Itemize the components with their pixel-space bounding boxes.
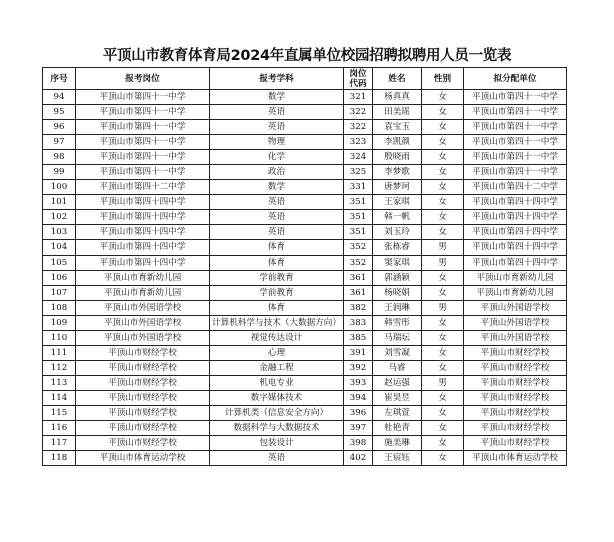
cell-gender: 女: [422, 120, 464, 135]
cell-name: 殷晓雨: [373, 150, 422, 165]
cell-seq: 108: [43, 300, 76, 315]
cell-name: 李凯颜: [373, 135, 422, 150]
table-row: [43, 195, 567, 210]
cell-code: 361: [344, 285, 373, 300]
cell-unit: 平顶山市体育运动学校: [464, 451, 567, 466]
cell-position: 平顶山市第四十四中学: [76, 255, 210, 270]
cell-seq: 118: [43, 451, 76, 466]
cell-subject: 计算机科学与技术（大数据方向）: [210, 315, 344, 330]
header-code-line2: 代码: [349, 78, 367, 89]
cell-seq: 109: [43, 315, 76, 330]
cell-name: 韩雪彤: [373, 315, 422, 330]
cell-name: 马睿: [373, 360, 422, 375]
cell-code: 385: [344, 330, 373, 345]
cell-position: 平顶山市外国语学校: [76, 315, 210, 330]
cell-position: 平顶山市体育运动学校: [76, 451, 210, 466]
cell-position: 平顶山市第四十四中学: [76, 240, 210, 255]
document-title: 平顶山市教育体育局2024年直属单位校园招聘拟聘用人员一览表: [102, 48, 512, 64]
cell-name: 王家琪: [373, 195, 422, 210]
cell-unit: 平顶山外国语学校: [464, 330, 567, 345]
cell-subject: 数据科学与大数据技术: [210, 421, 344, 436]
cell-code: 351: [344, 195, 373, 210]
cell-code: 323: [344, 135, 373, 150]
cell-position: 平顶山市第四十四中学: [76, 195, 210, 210]
cell-subject: 心理: [210, 345, 344, 360]
table-row: [43, 300, 567, 315]
cell-gender: 女: [422, 451, 464, 466]
cell-name: 田美瑶: [373, 105, 422, 120]
cell-seq: 114: [43, 390, 76, 405]
header-subject: 报考学科: [210, 68, 344, 90]
cell-code: 402: [344, 451, 373, 466]
header-unit: 拟分配单位: [464, 68, 567, 90]
cell-position: 平顶山市外国语学校: [76, 330, 210, 345]
cell-code: 352: [344, 240, 373, 255]
cell-subject: 学前教育: [210, 285, 344, 300]
table-row: [43, 120, 567, 135]
cell-seq: 112: [43, 360, 76, 375]
cell-name: 李梦歌: [373, 165, 422, 180]
cell-code: 398: [344, 436, 373, 451]
cell-gender: 女: [422, 360, 464, 375]
cell-seq: 104: [43, 240, 76, 255]
cell-unit: 平顶山市育新幼儿园: [464, 285, 567, 300]
table-row: [43, 90, 567, 105]
cell-name: 左琪萱: [373, 405, 422, 420]
table-row: [43, 390, 567, 405]
cell-unit: 平顶山市第四十一中学: [464, 165, 567, 180]
table-row: [43, 270, 567, 285]
hiring-table: [42, 67, 567, 466]
cell-gender: 女: [422, 225, 464, 240]
cell-position: 平顶山市第四十四中学: [76, 225, 210, 240]
cell-position: 平顶山市外国语学校: [76, 300, 210, 315]
header-code: [344, 68, 373, 90]
cell-code: 351: [344, 210, 373, 225]
cell-unit: 平顶山市第四十四中学: [464, 255, 567, 270]
header-seq: 序号: [43, 68, 76, 90]
cell-subject: 英语: [210, 451, 344, 466]
cell-position: 平顶山市财经学校: [76, 421, 210, 436]
cell-code: 382: [344, 300, 373, 315]
cell-code: 325: [344, 165, 373, 180]
cell-unit: 平顶山外国语学校: [464, 300, 567, 315]
cell-subject: 视觉传达设计: [210, 330, 344, 345]
cell-gender: 女: [422, 180, 464, 195]
cell-name: 郭涵颖: [373, 270, 422, 285]
cell-code: 322: [344, 105, 373, 120]
cell-seq: 110: [43, 330, 76, 345]
cell-subject: 包装设计: [210, 436, 344, 451]
header-code-line1: 岗位: [349, 68, 367, 79]
cell-subject: 英语: [210, 210, 344, 225]
cell-unit: 平顶山市第四十四中学: [464, 225, 567, 240]
cell-unit: 平顶山市育新幼儿园: [464, 270, 567, 285]
cell-gender: 女: [422, 90, 464, 105]
cell-gender: 女: [422, 390, 464, 405]
cell-position: 平顶山市第四十一中学: [76, 135, 210, 150]
cell-code: 351: [344, 225, 373, 240]
cell-unit: 平顶山市第四十四中学: [464, 210, 567, 225]
header-gender: 性别: [422, 68, 464, 90]
cell-unit: 平顶山市第四十一中学: [464, 90, 567, 105]
cell-name: 施美琳: [373, 436, 422, 451]
table-row: [43, 135, 567, 150]
cell-position: 平顶山市财经学校: [76, 405, 210, 420]
cell-name: 刘雪凝: [373, 345, 422, 360]
table-row: [43, 105, 567, 120]
cell-name: 刘玉玲: [373, 225, 422, 240]
cell-seq: 106: [43, 270, 76, 285]
table-row: [43, 421, 567, 436]
cell-gender: 女: [422, 165, 464, 180]
cell-subject: 政治: [210, 165, 344, 180]
cell-seq: 103: [43, 225, 76, 240]
cell-position: 平顶山市财经学校: [76, 345, 210, 360]
table-row: [43, 165, 567, 180]
cell-unit: 平顶山市财经学校: [464, 345, 567, 360]
cell-seq: 96: [43, 120, 76, 135]
cell-subject: 体育: [210, 240, 344, 255]
cell-code: 322: [344, 120, 373, 135]
cell-gender: 女: [422, 330, 464, 345]
cell-code: 397: [344, 421, 373, 436]
cell-unit: 平顶山市财经学校: [464, 421, 567, 436]
cell-unit: 平顶山市第四十一中学: [464, 135, 567, 150]
cell-seq: 107: [43, 285, 76, 300]
cell-name: 杨晓娟: [373, 285, 422, 300]
cell-subject: 物理: [210, 135, 344, 150]
cell-gender: 男: [422, 255, 464, 270]
table-row: [43, 436, 567, 451]
table-row: [43, 405, 567, 420]
cell-position: 平顶山市第四十二中学: [76, 180, 210, 195]
cell-unit: 平顶山市第四十二中学: [464, 180, 567, 195]
table-row: [43, 225, 567, 240]
cell-gender: 女: [422, 105, 464, 120]
cell-position: 平顶山市第四十一中学: [76, 105, 210, 120]
cell-name: 杜艳青: [373, 421, 422, 436]
cell-seq: 101: [43, 195, 76, 210]
cell-gender: 男: [422, 375, 464, 390]
cell-code: 394: [344, 390, 373, 405]
cell-subject: 金融工程: [210, 360, 344, 375]
cell-seq: 116: [43, 421, 76, 436]
cell-code: 393: [344, 375, 373, 390]
cell-subject: 数学: [210, 90, 344, 105]
cell-name: 袁宝玉: [373, 120, 422, 135]
cell-seq: 95: [43, 105, 76, 120]
cell-name: 王宸钰: [373, 451, 422, 466]
cell-unit: 平顶山市第四十一中学: [464, 150, 567, 165]
cell-unit: 平顶山市财经学校: [464, 390, 567, 405]
cell-gender: 男: [422, 240, 464, 255]
table-row: [43, 180, 567, 195]
cell-name: 王润琳: [373, 300, 422, 315]
cell-gender: 女: [422, 421, 464, 436]
cell-seq: 102: [43, 210, 76, 225]
cell-seq: 111: [43, 345, 76, 360]
cell-unit: 平顶山市第四十一中学: [464, 120, 567, 135]
cell-code: 324: [344, 150, 373, 165]
cell-gender: 女: [422, 210, 464, 225]
cell-code: 331: [344, 180, 373, 195]
cell-unit: 平顶山市财经学校: [464, 360, 567, 375]
cell-code: 396: [344, 405, 373, 420]
cell-position: 平顶山市育新幼儿园: [76, 270, 210, 285]
cell-seq: 100: [43, 180, 76, 195]
cell-name: 赵运强: [373, 375, 422, 390]
cell-subject: 体育: [210, 255, 344, 270]
table-row: [43, 345, 567, 360]
cell-subject: 化学: [210, 150, 344, 165]
cell-seq: 105: [43, 255, 76, 270]
cell-name: 马瑞坛: [373, 330, 422, 345]
cell-subject: 数学: [210, 180, 344, 195]
cell-gender: 女: [422, 270, 464, 285]
cell-position: 平顶山市育新幼儿园: [76, 285, 210, 300]
cell-name: 韩一帆: [373, 210, 422, 225]
cell-position: 平顶山市财经学校: [76, 375, 210, 390]
cell-subject: 英语: [210, 225, 344, 240]
table-row: [43, 315, 567, 330]
cell-name: 杨真真: [373, 90, 422, 105]
cell-position: 平顶山市财经学校: [76, 360, 210, 375]
cell-name: 张栋睿: [373, 240, 422, 255]
cell-gender: 女: [422, 345, 464, 360]
cell-position: 平顶山市财经学校: [76, 436, 210, 451]
cell-unit: 平顶山市财经学校: [464, 436, 567, 451]
cell-name: 唐梦珂: [373, 180, 422, 195]
cell-name: 崔昊昱: [373, 390, 422, 405]
table-row: [43, 210, 567, 225]
cell-code: 352: [344, 255, 373, 270]
cell-gender: 男: [422, 300, 464, 315]
cell-gender: 女: [422, 405, 464, 420]
cell-unit: 平顶山市第四十四中学: [464, 240, 567, 255]
cell-subject: 体育: [210, 300, 344, 315]
table-row: [43, 330, 567, 345]
table-row: [43, 375, 567, 390]
cell-subject: 学前教育: [210, 270, 344, 285]
cell-seq: 115: [43, 405, 76, 420]
cell-code: 321: [344, 90, 373, 105]
cell-seq: 98: [43, 150, 76, 165]
cell-unit: 平顶山外国语学校: [464, 315, 567, 330]
table-row: [43, 451, 567, 466]
cell-seq: 94: [43, 90, 76, 105]
cell-subject: 数字媒体技术: [210, 390, 344, 405]
cell-gender: 女: [422, 195, 464, 210]
table-row: [43, 255, 567, 270]
cell-unit: 平顶山市第四十四中学: [464, 195, 567, 210]
table-row: [43, 240, 567, 255]
cell-code: 392: [344, 360, 373, 375]
cell-unit: 平顶山市财经学校: [464, 405, 567, 420]
cell-subject: 英语: [210, 120, 344, 135]
cell-position: 平顶山市第四十一中学: [76, 90, 210, 105]
cell-gender: 女: [422, 285, 464, 300]
cell-subject: 英语: [210, 195, 344, 210]
cell-gender: 女: [422, 135, 464, 150]
cell-unit: 平顶山市财经学校: [464, 375, 567, 390]
cell-name: 窦家琪: [373, 255, 422, 270]
cell-subject: 机电专业: [210, 375, 344, 390]
header-name: 姓名: [373, 68, 422, 90]
cell-position: 平顶山市第四十四中学: [76, 210, 210, 225]
cell-subject: 英语: [210, 105, 344, 120]
cell-gender: 女: [422, 150, 464, 165]
cell-seq: 97: [43, 135, 76, 150]
cell-code: 391: [344, 345, 373, 360]
table-row: [43, 285, 567, 300]
cell-position: 平顶山市财经学校: [76, 390, 210, 405]
cell-seq: 113: [43, 375, 76, 390]
cell-seq: 117: [43, 436, 76, 451]
cell-unit: 平顶山市第四十一中学: [464, 105, 567, 120]
cell-seq: 99: [43, 165, 76, 180]
cell-code: 383: [344, 315, 373, 330]
header-position: 报考岗位: [76, 68, 210, 90]
cell-gender: 女: [422, 436, 464, 451]
cell-position: 平顶山市第四十一中学: [76, 120, 210, 135]
table-header-row: [43, 68, 567, 90]
cell-gender: 女: [422, 315, 464, 330]
cell-position: 平顶山市第四十一中学: [76, 165, 210, 180]
cell-code: 361: [344, 270, 373, 285]
table-row: [43, 360, 567, 375]
cell-subject: 计算机类（信息安全方向）: [210, 405, 344, 420]
cell-position: 平顶山市第四十一中学: [76, 150, 210, 165]
table-row: [43, 150, 567, 165]
